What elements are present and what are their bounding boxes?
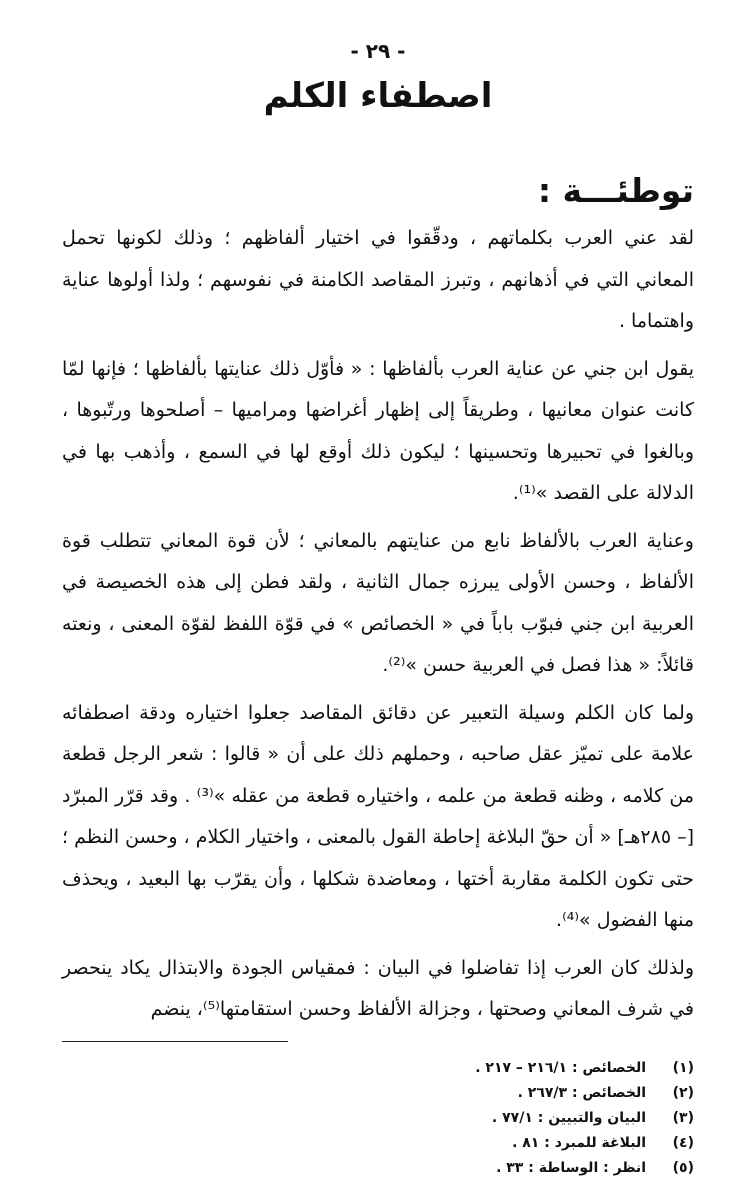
footnote-item [62,1056,694,1081]
chapter-title: اصطفاء الكلم [263,76,493,116]
footnote-item [62,1131,694,1156]
footnote-item [62,1081,694,1106]
footnote-text: البلاغة للمبرد : ٨١ . [512,1134,646,1151]
footnote-divider [62,1041,288,1042]
footnote-item [62,1156,694,1181]
footnote-number: (١) [672,1059,694,1076]
paragraph-1: لقد عني العرب بكلماتهم ، ودقّقوا في اختيار ألفاظهم ؛ وذلك لكونها تحمل المعاني التي في أذهانهم ، وتبرز المقاصد الكامنة في نفوسهم ؛ ولذا أولوها عناية واهتماما . [62,227,694,332]
footnote-text: الخصائص : ٢١٦/١ – ٢١٧ . [475,1059,646,1076]
footnote-number: (٢) [672,1084,694,1101]
page-number: - ٢٩ - [350,39,406,63]
footnote-number: (٥) [672,1159,694,1176]
footnote-item [62,1106,694,1131]
paragraph-5: ولذلك كان العرب إذا تفاضلوا في البيان : فمقياس الجودة والابتذال يكاد ينحصر في شرف المعاني وصحتها ، وجزالة الألفاظ وحسن استقامتها⁽⁵⁾، ينضم [62,956,694,1020]
footnote-text: انظر : الوساطة : ٣٣ . [496,1159,646,1176]
paragraph-2: يقول ابن جني عن عناية العرب بألفاظها : « فأوّل ذلك عنايتها بألفاظها ؛ فإنها لمّا كانت عنوان معانيها ، وطريقاً إلى إظهار أغراضها ومراميها – أصلحوها ورتّبوها ، وبالغوا في تحبيرها وتحسينها ؛ ليكون ذلك أوقع لها في السمع ، وأذهب بها في الدلالة على القصد »⁽¹⁾. [62,357,694,504]
footnotes [62,1056,694,1181]
paragraph-3: وعناية العرب بالألفاظ نابع من عنايتهم بالمعاني ؛ لأن قوة المعاني تتطلب قوة الألفاظ ، وحسن الأولى يبرزه جمال الثانية ، ولقد فطن إلى هذه الخصيصة في العربية ابن جني فبوّب باباً في « الخصائص » في قوّة اللفظ لقوّة المعنى ، ونعته قائلاً: « هذا فصل في العربية حسن »⁽²⁾. [62,529,694,676]
paragraph-4: ولما كان الكلم وسيلة التعبير عن دقائق المقاصد جعلوا اختياره ودقة اصطفائه علامة على تميّز عقل صاحبه ، وحملهم ذلك على أن « قالوا : شعر الرجل قطعة من كلامه ، وظنه قطعة من علمه ، واختياره قطعة من عقله »⁽³⁾ . وقد قرّر المبرّد [– ٢٨٥هـ] « أن حقّ البلاغة إحاطة القول بالمعنى ، واختيار الكلام ، وحسن النظم ؛ حتى تكون الكلمة مقاربة أختها ، ومعاضدة شكلها ، وأن يقرّب بها البعيد ، ويحذف منها الفضول »⁽⁴⁾. [62,701,694,931]
section-heading: توطئـــة : [537,171,694,210]
footnote-number: (٣) [672,1109,694,1126]
footnote-number: (٤) [672,1134,694,1151]
footnote-text: الخصائص : ٢٦٧/٣ . [517,1084,646,1101]
footnote-text: البيان والتبيين : ٧٧/١ . [491,1109,646,1126]
